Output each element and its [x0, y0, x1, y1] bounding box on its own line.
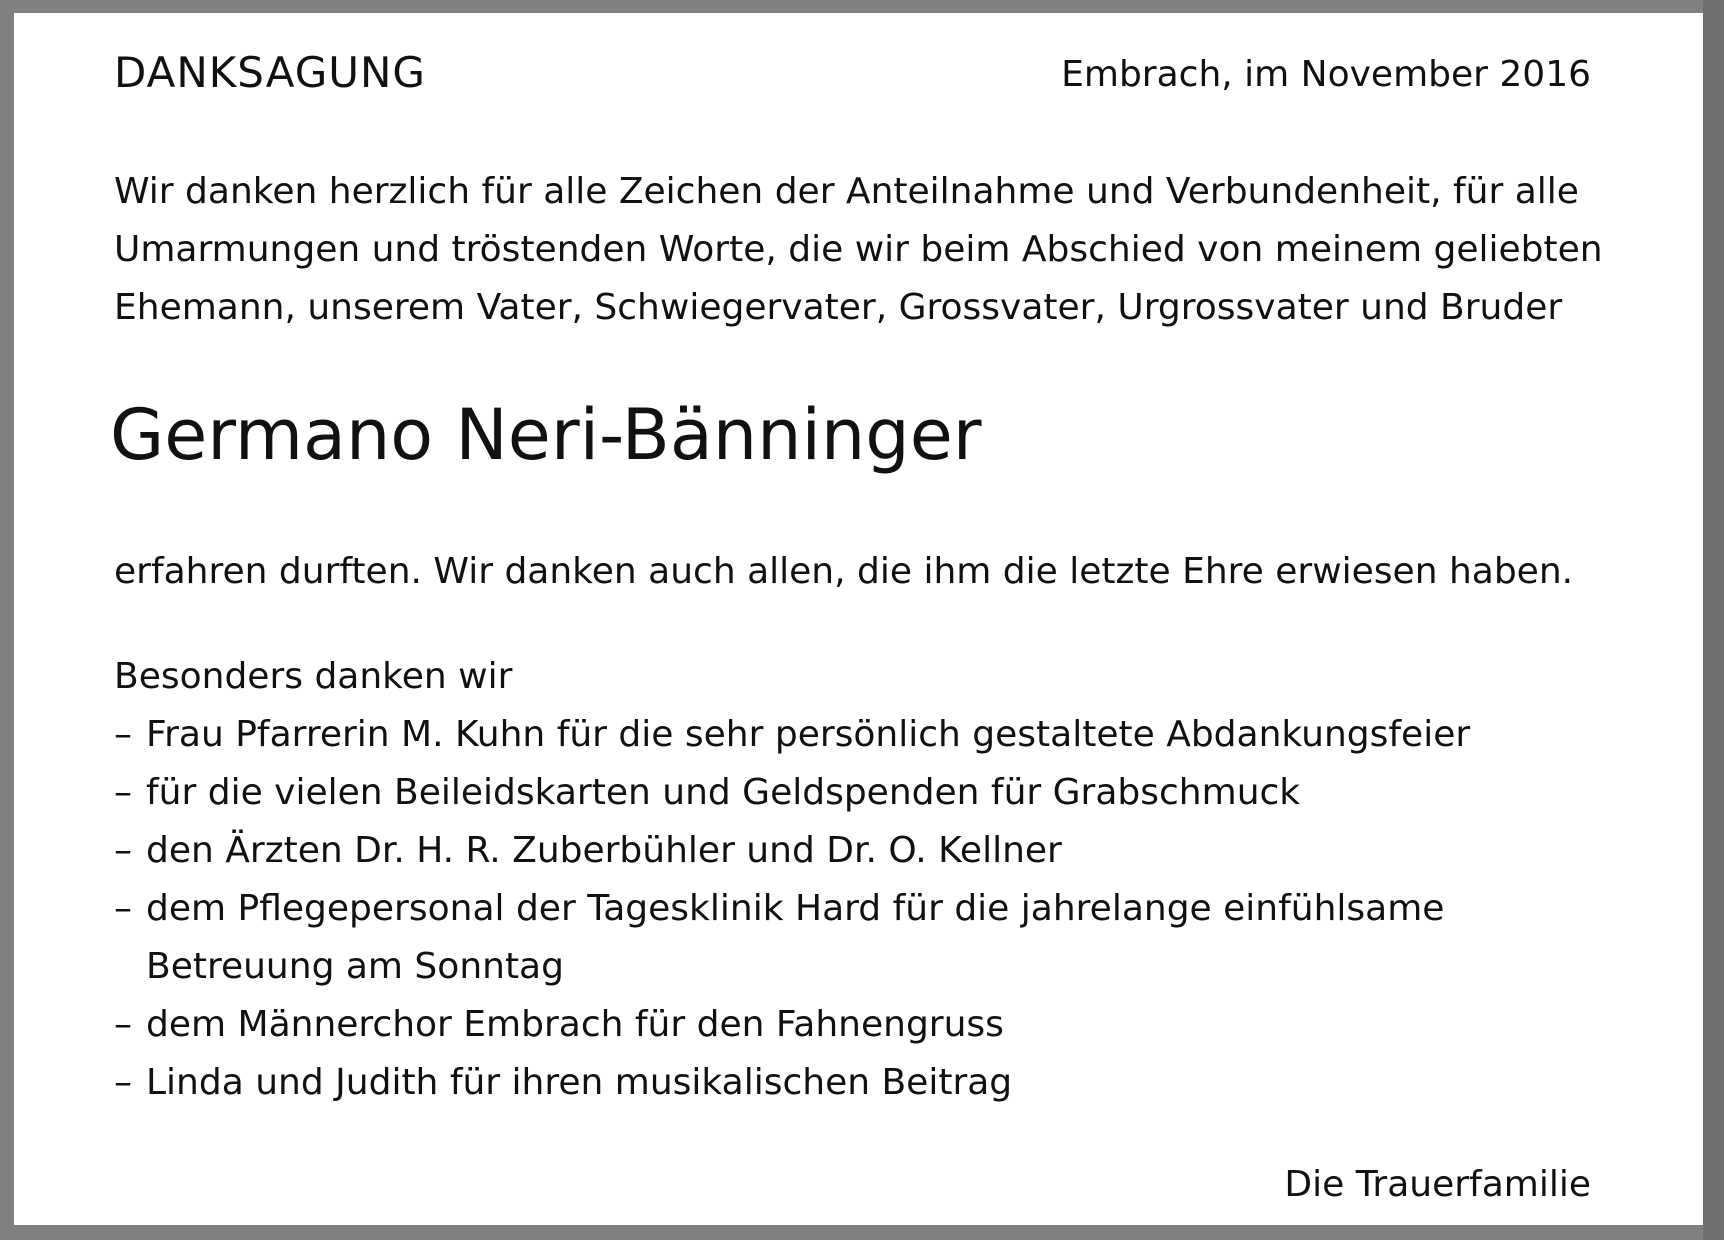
- dash-bullet: –: [114, 830, 132, 871]
- thanks-item: [114, 822, 1634, 880]
- intro-paragraph: [114, 163, 1614, 337]
- thanks-item: [114, 996, 1634, 1054]
- thanks-item: [114, 764, 1634, 822]
- thanks-list: [114, 706, 1634, 1112]
- dash-bullet: –: [114, 1004, 132, 1045]
- thanks-item-text: dem Männerchor Embrach für den Fahnengruss: [146, 1004, 1004, 1045]
- dash-bullet: –: [114, 714, 132, 755]
- notice-heading: DANKSAGUNG: [114, 48, 426, 97]
- obituary-notice: [14, 13, 1703, 1225]
- viewer-edge: [1703, 0, 1724, 1240]
- thanks-item: [114, 706, 1634, 764]
- dash-bullet: –: [114, 1062, 132, 1103]
- intro-line: Ehemann, unserem Vater, Schwiegervater, Grossvater, Urgrossvater und Bruder: [114, 287, 1563, 328]
- after-name-sentence: erfahren durften. Wir danken auch allen, die ihm die letzte Ehre erwiesen haben.: [114, 551, 1574, 592]
- thanks-item: [114, 1054, 1634, 1112]
- thanks-item-text: dem Pflegepersonal der Tagesklinik Hard für die jahrelange einfühlsame: [146, 888, 1445, 929]
- thanks-item: [114, 880, 1634, 996]
- dash-bullet: –: [114, 772, 132, 813]
- thanks-intro: Besonders danken wir: [114, 656, 513, 697]
- thanks-item-text: Betreuung am Sonntag: [146, 946, 564, 987]
- thanks-item-text: Linda und Judith für ihren musikalischen Beitrag: [146, 1062, 1013, 1103]
- deceased-name: Germano Neri-Bänninger: [110, 394, 982, 476]
- dash-bullet: –: [114, 888, 132, 929]
- thanks-item-text: den Ärzten Dr. H. R. Zuberbühler und Dr. O. Kellner: [146, 830, 1062, 871]
- thanks-item-text: für die vielen Beileidskarten und Geldspenden für Grabschmuck: [146, 772, 1301, 813]
- place-date: Embrach, im November 2016: [1061, 54, 1591, 95]
- intro-line: Wir danken herzlich für alle Zeichen der Anteilnahme und Verbundenheit, für alle: [114, 171, 1579, 212]
- intro-line: Umarmungen und tröstenden Worte, die wir beim Abschied von meinem geliebten: [114, 229, 1603, 270]
- signature: Die Trauerfamilie: [1284, 1164, 1591, 1205]
- thanks-item-text: Frau Pfarrerin M. Kuhn für die sehr persönlich gestaltete Abdankungsfeier: [146, 714, 1471, 755]
